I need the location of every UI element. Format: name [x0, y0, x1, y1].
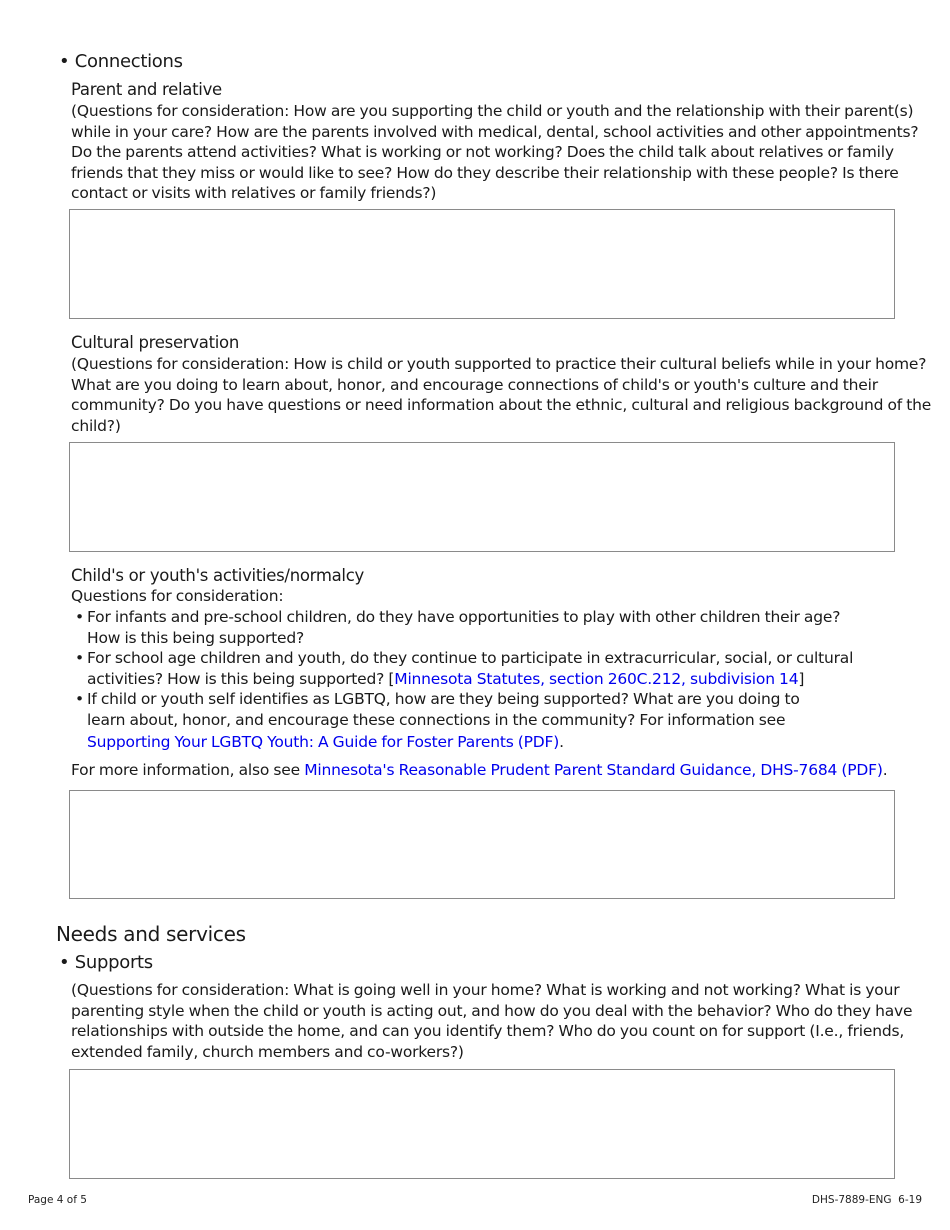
cultural-preservation-title: Cultural preservation: [71, 333, 239, 352]
question-line: parenting style when the child or youth is acting out, and how do you deal with the behavior? Who do they have: [71, 1001, 913, 1020]
question-line: community? Do you have questions or need information about the ethnic, cultural and religious background of the: [71, 396, 932, 415]
connections-heading-text: Connections: [74, 51, 183, 72]
question-line: Do the parents attend activities? What is working or not working? Does the child talk about relatives or family: [71, 143, 894, 162]
question-line: What are you doing to learn about, honor, and encourage connections of child's or youth's culture and their: [71, 375, 878, 394]
activities-question-list: [71, 607, 931, 752]
question-line: (Questions for consideration: What is going well in your home? What is working and not working? What is your: [71, 981, 900, 999]
bracket-text: ]: [798, 669, 805, 688]
more-information-line: [71, 760, 887, 781]
bullet: •: [59, 51, 70, 72]
period-text: .: [559, 732, 564, 751]
supports-response-field[interactable]: [69, 1069, 895, 1179]
question-line: (Questions for consideration: How are you supporting the child or youth and the relationship with their parent(s): [71, 102, 914, 120]
question-line: For infants and pre-school children, do they have opportunities to play with other children their age?: [87, 608, 841, 626]
question-line: extended family, church members and co-workers?): [71, 1042, 464, 1061]
form-id: DHS-7889-ENG 6-19: [811, 1194, 922, 1206]
list-item: [71, 607, 931, 648]
list-item: [71, 648, 931, 689]
question-text: activities? How is this being supported? [: [87, 669, 395, 688]
parent-relative-questions: [71, 101, 931, 204]
bullet: •: [75, 690, 84, 709]
bullet: •: [59, 952, 70, 973]
question-line: How is this being supported?: [87, 628, 305, 647]
bullet: •: [75, 649, 84, 668]
supports-heading: [59, 952, 153, 973]
statute-link[interactable]: Minnesota Statutes, section 260C.212, subdivision 14: [394, 669, 799, 688]
prudent-parent-guidance-link[interactable]: Minnesota's Reasonable Prudent Parent Standard Guidance, DHS-7684 (PDF): [304, 761, 883, 779]
parent-relative-title: Parent and relative: [71, 80, 222, 99]
question-line: For school age children and youth, do they continue to participate in extracurricular, social, or cultural: [87, 649, 854, 668]
activities-intro: Questions for consideration:: [71, 587, 284, 605]
question-line-with-link: [87, 669, 931, 690]
question-line: contact or visits with relatives or family friends?): [71, 184, 437, 203]
list-item: [71, 689, 931, 752]
question-line: If child or youth self identifies as LGBTQ, how are they being supported? What are you doing to: [87, 690, 800, 709]
parent-relative-response-field[interactable]: [69, 209, 895, 319]
activities-title: Child's or youth's activities/normalcy: [71, 566, 364, 585]
supports-questions: [71, 980, 931, 1062]
bullet: •: [75, 608, 84, 626]
question-line: learn about, honor, and encourage these connections in the community? For information see: [87, 710, 786, 729]
question-line: friends that they miss or would like to see? How do they describe their relationship with these people? Is there: [71, 163, 899, 182]
more-information-text: For more information, also see: [71, 761, 305, 779]
question-line: while in your care? How are the parents involved with medical, dental, school activities and other appointments?: [71, 122, 919, 141]
question-line: child?): [71, 416, 121, 435]
connections-heading: [59, 51, 183, 72]
needs-services-heading: Needs and services: [56, 922, 246, 946]
lgbtq-guide-link[interactable]: Supporting Your LGBTQ Youth: A Guide for Foster Parents (PDF): [87, 732, 560, 751]
period-text: .: [882, 761, 888, 779]
cultural-preservation-response-field[interactable]: [69, 442, 895, 552]
page-number: Page 4 of 5: [28, 1194, 87, 1206]
question-line-with-link: [87, 732, 931, 753]
question-line: (Questions for consideration: How is child or youth supported to practice their cultural beliefs while in your home?: [71, 355, 927, 373]
question-line: relationships with outside the home, and can you identify them? Who do you count on for support (I.e., friends,: [71, 1022, 905, 1041]
activities-response-field[interactable]: [69, 790, 895, 899]
supports-heading-text: Supports: [74, 952, 153, 973]
cultural-preservation-questions: [71, 354, 931, 436]
